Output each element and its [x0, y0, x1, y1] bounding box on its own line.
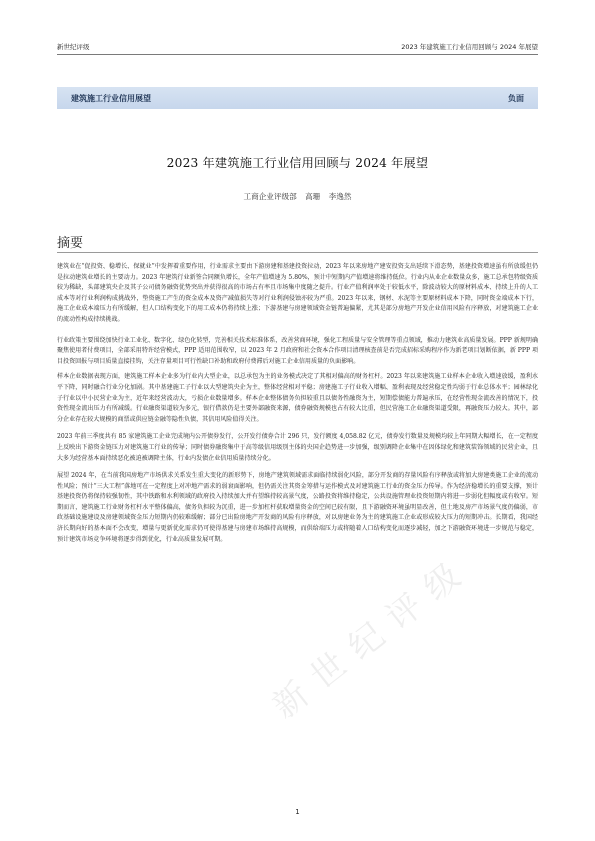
- abstract-body: [57, 262, 538, 552]
- abstract-paragraph: 建筑业在“促投资、稳增长、保就业”中发挥着重要作用，行业需求主要由下游房建和基建投资拉动，2023 年以来房地产建安投资支出延续下滑态势，基建投资增速虽有所放缓但仍是拉动建筑业增长的主要动力。2023 年建筑行业新签合同额负增长，全年产值增速为 5.80%，预计中短期内产值增速将维持低位。行业内从业企业数量众多，施工总承包特级资质较为稀缺，头部建筑央企及其子公司债务融资优势突出并获得很高的市场占有率且市场集中度随之提升。行业产值利润率处于较低水平，除波动较大的原材料成本、持续上升的人工成本等对行业利润构成挑战外，垫资施工产生的资金成本及资产减值损失等对行业利润侵蚀亦较为严重。2023 年以来，钢材、水泥等主要原材料成本下降，同时资金端成本下行，施工企业成本端压力有所缓解，但人口结构变化下的用工成本仍将持续上涨；下游基建与房建领域资金链普遍偏紧，尤其是部分房地产开发企业信用风险有序释放，对建筑施工企业的流动性构成持续挑战。: [57, 263, 538, 323]
- band-outlook-label: 负面: [508, 93, 524, 103]
- abstract-divider: [57, 252, 538, 253]
- abstract-paragraph: 行业政策主要围绕加快行业工业化、数字化、绿色化转型，完善相关技术标准体系，改善营商环境，强化工程质量与安全管理等重点领域，推动力建筑业高质量发展。PPP 新规明确聚焦使用者付费项目，全部采用特许经营模式，PPP 适用范围收窄，以 2023 年 2 月政府和社会资本合作项目清理核查前是否完成招标采购程序作为新老项目划断依据，新 PPP 项目投资回报与项目质量直接挂钩，关注存量项目可行性缺口补助和政府付费滞后对施工企业信用质量的负面影响。: [57, 336, 538, 365]
- authors-line: 工商企业评级部 高珊 李逸然: [243, 192, 352, 201]
- document-title: 2023 年建筑施工行业信用回顾与 2024 年展望: [166, 156, 429, 170]
- abstract-heading: 摘要: [57, 236, 84, 251]
- abstract-paragraph: 展望 2024 年，在当前我国房地产市场供求关系发生重大变化的新形势下，房地产建筑领域需求面临持续弱化风险，部分开发商的存量风险有序释放或将加大房建类施工企业的流动性风险；预计“三大工程”落地可在一定程度上对冲地产需求的弱衰面影响，但仍需关注其资金筹措与运作模式及对建筑施工行业的资金压力传导。作为经济稳增长的重要支撑，预计基建投资仍将保持较强韧性，其中铁路和水利领域的政府投入持续加大并有望维持较高景气度，公路投资将维持稳定，公共设施管理业投资短期内将进一步弱化但幅度或有收窄。短期而言，建筑施工行业财务杠杆水平整体偏高，债务负担较为沉重，进一步加杠杆获取增量资金的空间已较有限，且下游融资环境虽明显改善，但土地及房产市场景气度仍偏弱，市政基础设施建设及房建领域资金压力短期内仍较难缓解；部分已出险房地产开发商的风险有序释放，对以房建业务为主的建筑施工企业或形成较大压力的短期冲击。长期看，我国经济长期向好的基本面不会改变，增量与更新优化需求仍可使得基建与房建市场维持高规模，而供给端压力或将随着人口结构变化而逐步减轻，加之下游融资环境进一步规范与稳定，预计建筑市场竞争环境将逐步得到优化，行业高质量发展可期。: [57, 472, 538, 543]
- abstract-paragraph: 2023 年前三季度共有 85 家建筑施工企业完成境内公开债券发行，公开发行债券合计 296 只，发行额度 4,058.82 亿元，债券发行数量及规模均较上年同期大幅增长，在一定程度上反映出下游资金链压力对建筑施工行业的传导；同时债券融资集中于高等级信用级别主体的央国企趋势进一步加强，级别调降企业集中在因体绿化和建筑装饰领域的民营企业，且大多为经营基本面持续恶化被迫被调降主体，行业内发债企业信用质量持续分化。: [57, 433, 538, 462]
- page-number: 1: [295, 808, 300, 816]
- watermark-text: 新世纪评级: [265, 547, 480, 727]
- band-category-label: 建筑施工行业信用展望: [71, 93, 151, 103]
- abstract-paragraph: 样本企业数据表现方面，建筑施工样本企业多为行业内大型企业，以总承包为主的业务模式决定了其相对偏高的财务杠杆。2023 年以来建筑施工业样本企业收入增速放缓，盈利水平下降，同时融合行业分化加剧。其中基建施工子行业以大型建筑央企为主，整体经营相对平稳；房建施工子行业收入增幅、盈利表现及经营稳定性均弱于行业总体水平；园林绿化子行业以中小民营企业为主，近年来经营波动大，亏损企业数量增多。样本企业整体债务负担较重且以债务性融资为主，短期偿债能力普遍承压，在经营性现金流改善的情况下，投资性现金流出压力有所减缓。行业融资渠道较为多元，银行借款仍是主要外部融资来源，债券融资规模也占有较大比重，但民营施工企业融资渠道受限，再融资压力较大。其中，部分企业存在较大规模的商票或供应链金融等隐性负债，其信用风险值得关注。: [57, 373, 538, 423]
- header-report-title: 2023 年建筑施工行业信用回顾与 2024 年展望: [401, 43, 538, 51]
- header-agency-name: 新世纪评级: [57, 43, 90, 51]
- section-band: [57, 87, 538, 109]
- header-divider: [57, 54, 538, 55]
